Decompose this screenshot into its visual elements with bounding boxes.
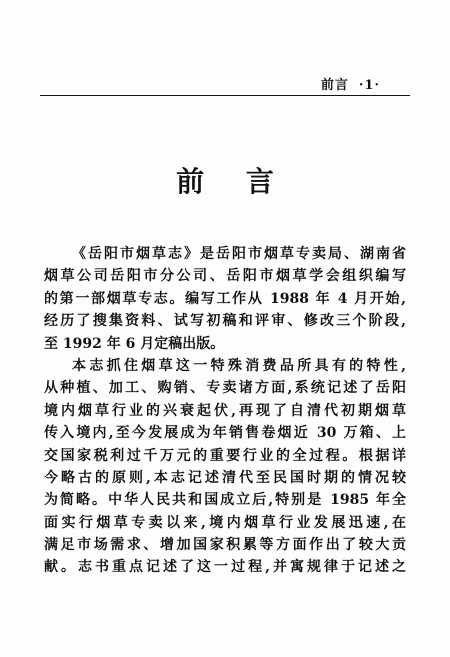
page-number: ·1· xyxy=(358,78,380,93)
paragraph-1-line-4: 经历了搜集资料、试写初稿和评审、修改三个阶段, xyxy=(44,313,406,330)
paragraph-2-line-4: 传入境内,至今发展成为年销售卷烟近 30 万箱、上 xyxy=(44,425,406,442)
header-rule xyxy=(40,95,410,96)
running-head-title: 前言 xyxy=(320,78,349,93)
paragraph-1-line-5: 至 1992 年 6 月定稿出版。 xyxy=(44,335,225,352)
page-title: 前 言 xyxy=(176,165,290,198)
paragraph-2-line-3: 境内烟草行业的兴衰起伏,再现了自清代初期烟草 xyxy=(44,402,406,419)
paragraph-2-line-7: 为简略。中华人民共和国成立后,特别是 1985 年全 xyxy=(44,492,406,509)
paragraph-2-line-9: 满足市场需求、增加国家积累等方面作出了较大贡 xyxy=(44,537,406,554)
paragraph-1-line-2: 烟草公司岳阳市分公司、岳阳市烟草学会组织编写 xyxy=(44,268,406,285)
paragraph-2-line-5: 交国家税利过千万元的重要行业的全过程。根据详 xyxy=(44,447,406,464)
paragraph-2-line-8: 面实行烟草专卖以来,境内烟草行业发展迅速,在 xyxy=(44,514,406,531)
body-text xyxy=(44,243,406,579)
paragraph-2-line-1: 本志抓住烟草这一特殊消费品所具有的特性, xyxy=(72,357,406,374)
running-head xyxy=(321,74,380,93)
paragraph-2-line-6: 今略古的原则,本志记述清代至民国时期的情况较 xyxy=(44,469,406,486)
paragraph-2-line-2: 从种植、加工、购销、专卖诸方面,系统记述了岳阳 xyxy=(44,380,406,397)
paragraph-1-line-1: 《岳阳市烟草志》是岳阳市烟草专卖局、湖南省 xyxy=(72,246,406,262)
paragraph-2-line-10: 献。志书重点记述了这一过程,并寓规律于记述之 xyxy=(44,559,406,576)
paragraph-1-line-3: 的第一部烟草专志。编写工作从 1988 年 4 月开始, xyxy=(44,290,406,307)
